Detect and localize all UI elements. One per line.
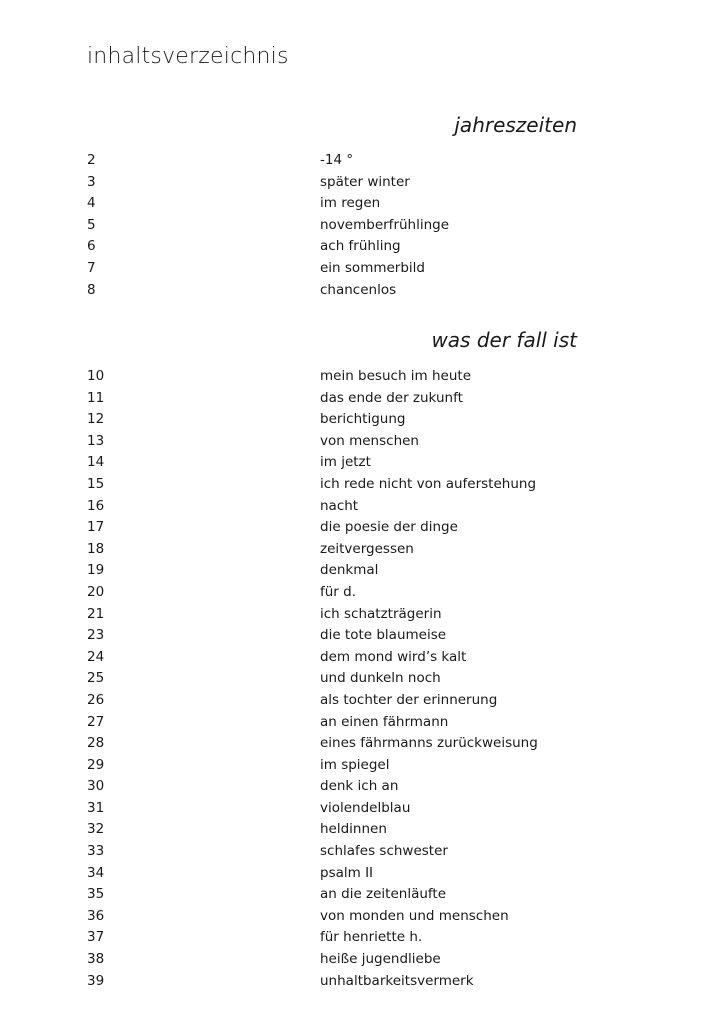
toc-entry-title: heiße jugendliebe	[320, 951, 441, 968]
toc-entry	[87, 625, 607, 647]
toc-entry	[87, 949, 607, 971]
toc-entry	[87, 539, 607, 561]
toc-entry	[87, 755, 607, 777]
toc-page-number: 15	[87, 475, 105, 492]
toc-entry-title: heldinnen	[320, 821, 387, 838]
toc-entry	[87, 474, 607, 496]
toc-page-number: 6	[87, 238, 96, 255]
toc-page-number: 7	[87, 259, 96, 276]
toc-entry	[87, 668, 607, 690]
toc-entry-title: zeitvergessen	[320, 540, 414, 557]
toc-page-number: 24	[87, 648, 105, 665]
toc-entry	[87, 409, 607, 431]
toc-entry-title: die poesie der dinge	[320, 519, 458, 536]
toc-entry-title: im spiegel	[320, 756, 390, 773]
toc-entry	[87, 906, 607, 928]
toc-entry-title: für henriette h.	[320, 929, 423, 946]
toc-entry	[87, 431, 607, 453]
toc-entry-title: für d.	[320, 583, 357, 600]
toc-entry-title: an einen fährmann	[320, 713, 449, 730]
toc-entry-title: die tote blaumeise	[320, 627, 447, 644]
toc-page-number: 10	[87, 368, 105, 384]
toc-entry-title: im jetzt	[320, 454, 371, 471]
toc-entry	[87, 582, 607, 604]
toc-entry	[87, 258, 607, 280]
toc-page-number: 26	[87, 691, 105, 708]
toc-entry-title: denkmal	[320, 562, 379, 579]
toc-entry	[87, 388, 607, 410]
toc-entry	[87, 496, 607, 518]
toc-page-number: 14	[87, 454, 105, 471]
toc-page-number: 27	[87, 713, 105, 730]
toc-page-number: 32	[87, 821, 105, 838]
toc-entry-title: von menschen	[320, 432, 419, 449]
toc-entry	[87, 647, 607, 669]
toc-entry-title: und dunkeln noch	[320, 670, 441, 687]
toc-entry-title: ein sommerbild	[320, 259, 425, 276]
toc-page-number: 31	[87, 799, 105, 816]
toc-entry	[87, 841, 607, 863]
toc-entry	[87, 604, 607, 626]
toc-page-number: 2	[87, 152, 96, 168]
toc-entry-title: berichtigung	[320, 411, 406, 428]
toc-page-number: 5	[87, 216, 96, 233]
toc-entry-title: unhaltbarkeitsvermerk	[320, 972, 474, 989]
toc-page-number: 28	[87, 735, 105, 752]
toc-page-number: 21	[87, 605, 105, 622]
toc-entry-title: denk ich an	[320, 778, 399, 795]
toc-entry-title: das ende der zukunft	[320, 389, 463, 406]
toc-page-number: 23	[87, 627, 105, 644]
toc-page-number: 20	[87, 583, 105, 600]
toc-page-number: 3	[87, 173, 96, 190]
toc-page-number: 11	[87, 389, 105, 406]
toc-entry-title: von monden und menschen	[320, 907, 509, 924]
toc-page-number: 4	[87, 195, 96, 212]
toc-entry	[87, 517, 607, 539]
toc-entry-title: psalm II	[320, 864, 374, 881]
toc-entry	[87, 733, 607, 755]
toc-entry-title: violendelblau	[320, 799, 411, 816]
toc-page-number: 13	[87, 432, 105, 449]
toc-entry	[87, 560, 607, 582]
page-title: inhaltsverzeichnis	[87, 44, 289, 69]
toc-entry	[87, 236, 607, 258]
toc-entry-title: ich rede nicht von auferstehung	[320, 475, 537, 492]
section-heading-jahreszeiten: jahreszeiten	[454, 113, 577, 137]
toc-entry-title: als tochter der erinnerung	[320, 691, 498, 708]
toc-list-was-der-fall-ist	[87, 366, 607, 992]
toc-entry-title: schlafes schwester	[320, 843, 448, 860]
toc-entry-title: ich schatzträgerin	[320, 605, 442, 622]
toc-entry-title: eines fährmanns zurückweisung	[320, 735, 538, 752]
toc-page-number: 25	[87, 670, 105, 687]
toc-entry	[87, 971, 607, 993]
toc-entry	[87, 452, 607, 474]
toc-entry-title: an die zeitenläufte	[320, 886, 447, 903]
toc-entry-title: -14 °	[320, 152, 354, 168]
toc-page-number: 18	[87, 540, 105, 557]
toc-entry	[87, 172, 607, 194]
toc-entry-title: später winter	[320, 173, 410, 190]
toc-entry	[87, 819, 607, 841]
toc-entry-title: novemberfrühlinge	[320, 216, 450, 233]
section-heading-was-der-fall-ist: was der fall ist	[431, 328, 577, 352]
toc-entry	[87, 280, 607, 302]
toc-entry-title: im regen	[320, 195, 381, 212]
toc-entry	[87, 690, 607, 712]
toc-entry	[87, 927, 607, 949]
toc-page-number: 34	[87, 864, 105, 881]
toc-page-number: 19	[87, 562, 105, 579]
toc-entry	[87, 366, 607, 388]
toc-page-number: 12	[87, 411, 105, 428]
toc-entry	[87, 193, 607, 215]
toc-page-number: 36	[87, 907, 105, 924]
toc-entry	[87, 215, 607, 237]
toc-entry	[87, 150, 607, 172]
toc-page-number: 33	[87, 843, 105, 860]
toc-page-number: 35	[87, 886, 105, 903]
toc-page-number: 38	[87, 951, 105, 968]
toc-entry-title: nacht	[320, 497, 359, 514]
toc-entry	[87, 798, 607, 820]
toc-page-number: 8	[87, 281, 96, 298]
toc-page-number: 39	[87, 972, 105, 989]
toc-entry-title: mein besuch im heute	[320, 368, 471, 384]
toc-entry	[87, 776, 607, 798]
toc-page-number: 17	[87, 519, 105, 536]
toc-entry	[87, 712, 607, 734]
toc-list-jahreszeiten	[87, 150, 607, 301]
toc-page-number: 37	[87, 929, 105, 946]
toc-entry-title: ach frühling	[320, 238, 401, 255]
toc-entry-title: dem mond wird’s kalt	[320, 648, 467, 665]
toc-page-number: 16	[87, 497, 105, 514]
toc-entry	[87, 884, 607, 906]
toc-page-number: 29	[87, 756, 105, 773]
toc-entry-title: chancenlos	[320, 281, 397, 298]
toc-entry	[87, 863, 607, 885]
toc-page-number: 30	[87, 778, 105, 795]
